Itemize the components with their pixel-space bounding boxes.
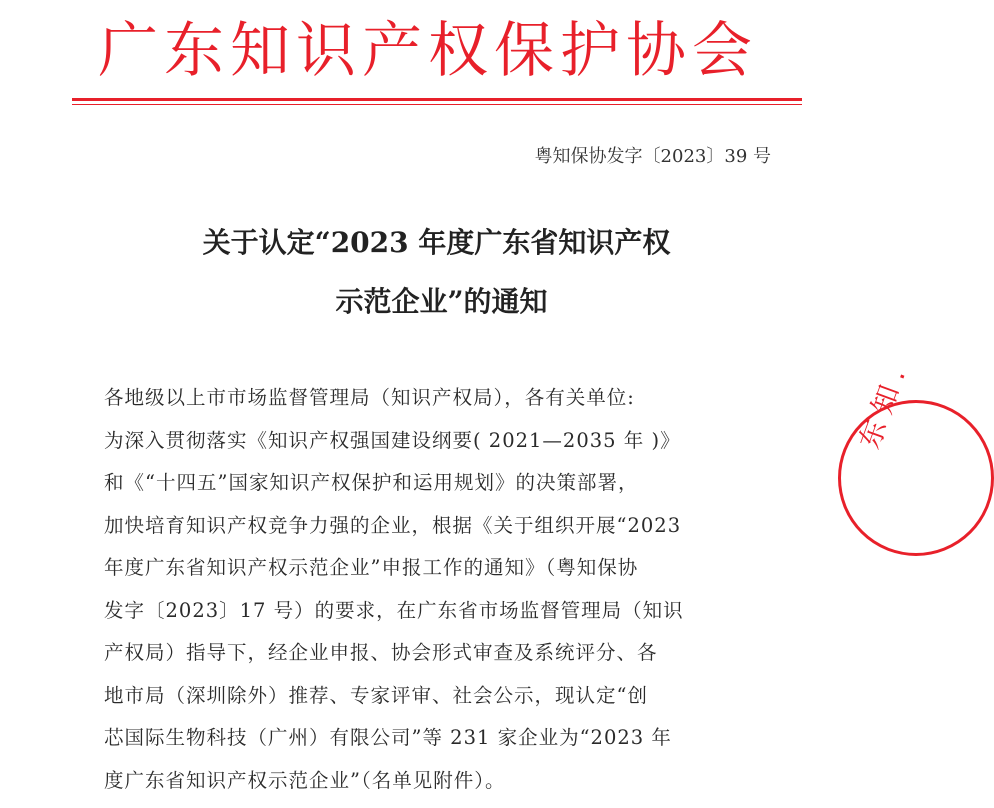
body-line-6: 产权局）指导下，经企业申报、协会形式审查及系统评分、各 — [104, 641, 658, 664]
salutation: 各地级以上市市场监督管理局（知识产权局），各有关单位: — [104, 386, 635, 409]
seal-text: 东 知 . — [852, 363, 912, 453]
letterhead-rule-thick — [72, 98, 802, 101]
notice-title-line-1: 关于认定“2023 年度广东省知识产权 — [202, 226, 671, 259]
body-line-4: 年度广东省知识产权示范企业”申报工作的通知》（粤知保协 — [104, 556, 639, 579]
letterhead-rule-thin — [72, 104, 802, 105]
body-line-5: 发字〔2023〕17 号）的要求，在广东省市场监督管理局（知识 — [104, 599, 684, 622]
body-line-7: 地市局（深圳除外）推荐、专家评审、社会公示，现认定“创 — [104, 684, 648, 707]
letterhead-title: 广东知识产权保护协会 — [98, 16, 758, 86]
body-line-9: 度广东省知识产权示范企业”（名单见附件）。 — [104, 769, 506, 792]
body-line-2: 和《“十四五”国家知识产权保护和运用规划》的决策部署， — [104, 471, 639, 494]
notice-title-line-2: 示范企业”的通知 — [335, 285, 548, 318]
body-line-1: 为深入贯彻落实《知识产权强国建设纲要( 2021—2035 年 )》 — [104, 429, 681, 452]
document-number: 粤知保协发字〔2023〕39 号 — [534, 146, 771, 167]
body-line-3: 加快培育知识产权竞争力强的企业，根据《关于组织开展“2023 — [104, 514, 682, 537]
body-line-8: 芯国际生物科技（广州）有限公司”等 231 家企业为“2023 年 — [104, 726, 672, 749]
